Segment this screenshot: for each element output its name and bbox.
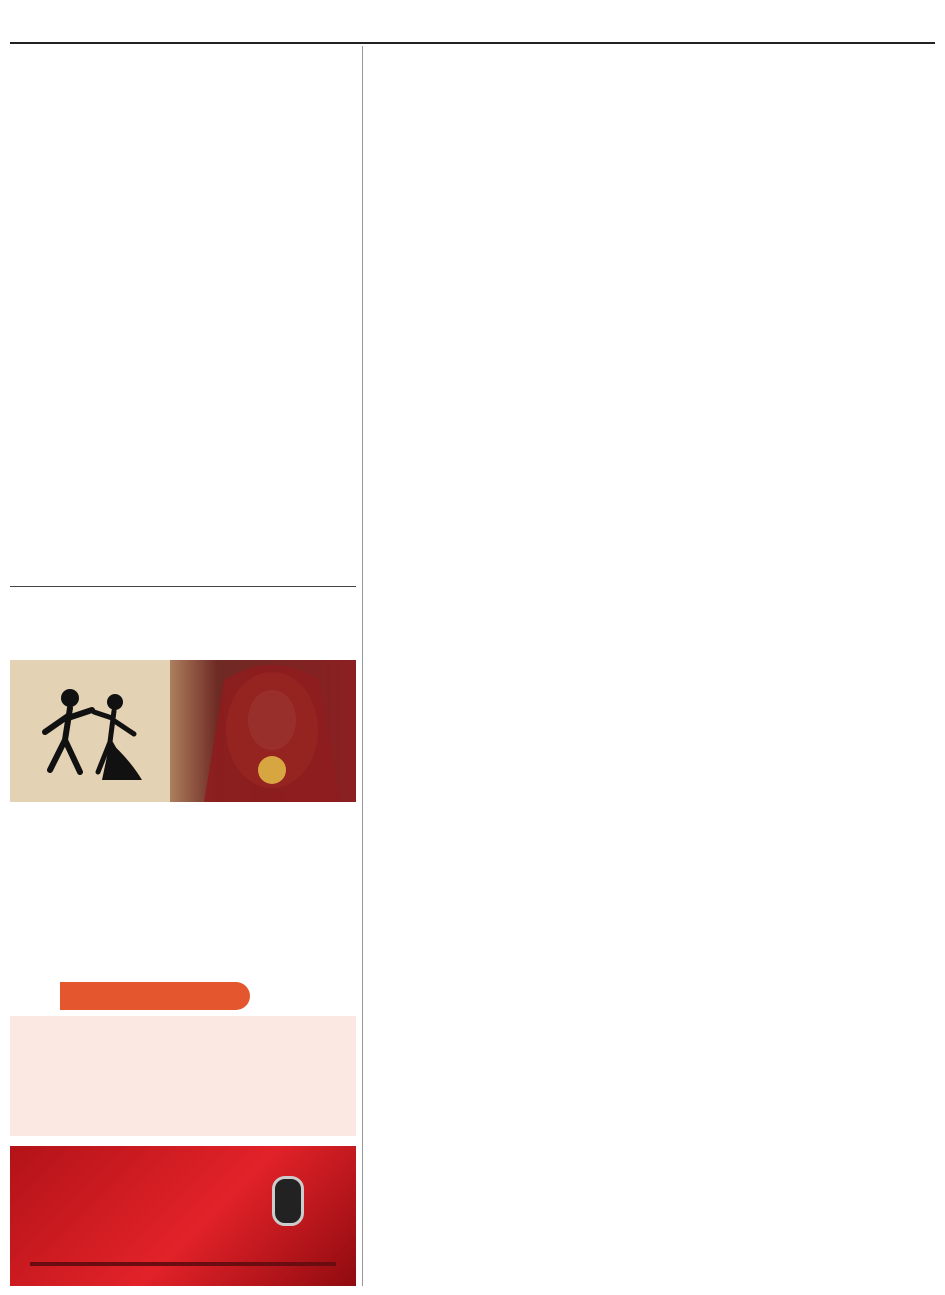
ad-tagline <box>30 1262 336 1266</box>
economy-article-col1 <box>370 96 488 496</box>
story-photo <box>10 660 356 802</box>
editorial-body <box>10 124 356 582</box>
suvichar-label <box>60 982 250 1010</box>
suvichar-box <box>10 1016 356 1136</box>
left-rule-1 <box>10 586 356 587</box>
microphone-icon <box>272 1176 304 1226</box>
left-column-divider <box>362 46 363 1286</box>
disha-news-ad <box>10 1146 356 1286</box>
story-body <box>10 806 356 972</box>
runaway-couple-illustration <box>10 660 356 802</box>
masthead-rule <box>10 42 935 44</box>
